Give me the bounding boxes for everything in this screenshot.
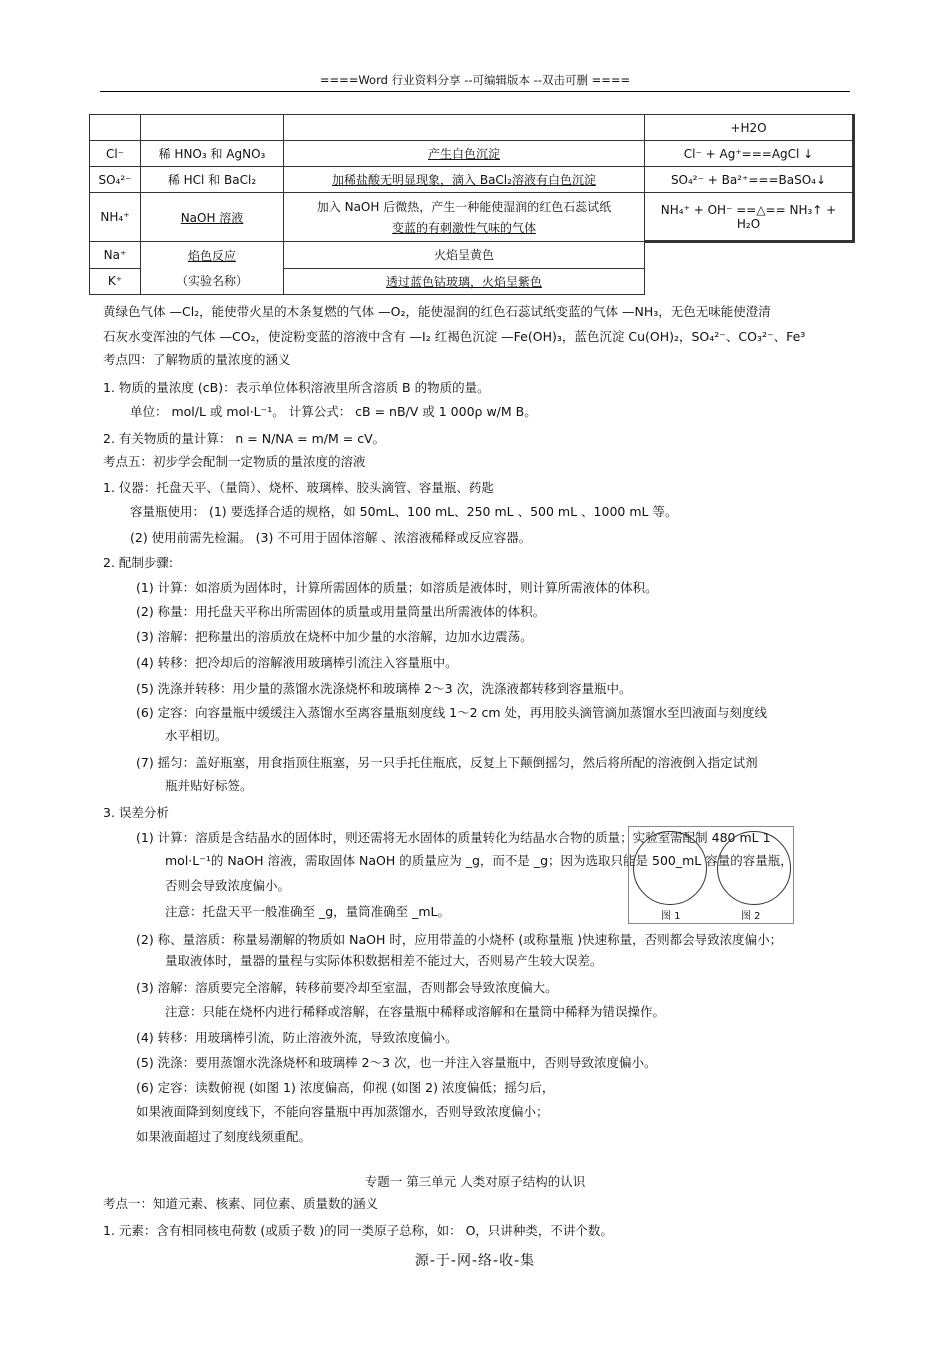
- section-heading: 考点五：初步学会配制一定物质的量浓度的溶液: [103, 454, 366, 469]
- text-line: (6) 定容：向容量瓶中缓缓注入蒸馏水至离容量瓶刻度线 1～2 cm 处，再用胶头滴管滴加蒸馏水至凹液面与刻度线: [136, 705, 768, 720]
- phenomenon-text: 加稀盐酸无明显现象，滴入 BaCl₂溶液有白色沉淀: [332, 173, 596, 187]
- text-line: (1) 计算：如溶质为固体时，计算所需固体的质量；如溶质是液体时，则计算所需液体的体积。: [136, 580, 658, 595]
- figure-label: 图 1: [661, 911, 681, 922]
- phenomenon-cell: [284, 141, 645, 167]
- text-line: 容量瓶使用： (1) 要选择合适的规格，如 50mL、100 mL、250 mL 、500 mL 、1000 mL 等。: [130, 504, 678, 519]
- table-cell: +H2O: [645, 115, 854, 141]
- phenomenon-text: 透过蓝色钴玻璃，火焰呈紫色: [385, 274, 542, 289]
- reagent-cell: 稀 HNO₃ 和 AgNO₃: [141, 141, 284, 167]
- ion-cell: Na⁺: [90, 242, 141, 269]
- text-line: mol·L⁻¹的 NaOH 溶液，需取固体 NaOH 的质量应为 _g，而不是 _g；因为选取只能是 500_mL 容量的容量瓶，: [165, 853, 793, 868]
- figure-circle: [717, 831, 791, 905]
- text-line: 1. 物质的量浓度 (cB)：表示单位体积溶液里所含溶质 B 的物质的量。: [103, 380, 490, 395]
- page-header: ====Word 行业资料分享 --可编辑版本 --双击可删 ====: [319, 73, 631, 87]
- reagent-cell: [141, 193, 284, 242]
- text-line: (3) 溶解：溶质要完全溶解，转移前要冷却至室温，否则都会导致浓度偏大。: [136, 980, 558, 995]
- phenomenon-cell: [284, 268, 645, 294]
- text-line: (2) 称、量溶质：称量易潮解的物质如 NaOH 时，应用带盖的小烧杯 (或称量瓶 )快速称量，否则都会导致浓度偏小；: [136, 932, 783, 947]
- ion-cell: Cl⁻: [90, 141, 141, 167]
- table-row: [90, 115, 854, 141]
- reagent-text: 焰色反应: [187, 248, 236, 263]
- phenomenon-cell: [284, 193, 645, 242]
- text-line: 2. 配制步骤:: [103, 555, 174, 570]
- table-row: [90, 193, 854, 242]
- equation-cell: Cl⁻ + Ag⁺===AgCl ↓: [645, 141, 854, 167]
- text-line: 注意：托盘天平一般准确至 _g，量筒准确至 _mL。: [165, 904, 451, 919]
- text-line: 单位： mol/L 或 mol·L⁻¹。 计算公式： cB = nB/V 或 1 000ρ w/M B。: [130, 404, 537, 419]
- table-row: [90, 268, 854, 294]
- ion-cell: K⁺: [90, 268, 141, 294]
- phenomenon-text: 加入 NaOH 后微热，产生一种能使湿润的红色石蕊试纸: [316, 200, 612, 214]
- section-heading: 考点一：知道元素、核素、同位素、质量数的涵义: [103, 1196, 379, 1211]
- text-line: 石灰水变浑浊的气体 —CO₂，使淀粉变蓝的溶液中含有 —I₂ 红褐色沉淀 —Fe(OH)₃，蓝色沉淀 Cu(OH)₂，SO₄²⁻、CO₃²⁻、Fe³: [103, 329, 806, 344]
- figure-label: 图 2: [741, 911, 761, 922]
- text-line: (4) 转移：用玻璃棒引流，防止溶液外流，导致浓度偏小。: [136, 1030, 458, 1045]
- text-line: (1) 计算：溶质是含结晶水的固体时，则还需将无水固体的质量转化为结晶水合物的质量；实验室需配制 480 mL 1: [136, 830, 771, 845]
- equation-cell: SO₄²⁻ + Ba²⁺===BaSO₄↓: [645, 167, 854, 193]
- text-line: 2. 有关物质的量计算： n = N/NA = m/M = cV。: [103, 431, 386, 446]
- phenomenon-cell: 火焰呈黄色: [284, 242, 645, 269]
- text-line: 如果液面超过了刻度线须重配。: [136, 1129, 312, 1144]
- text-line: (5) 洗涤并转移：用少量的蒸馏水洗涤烧杯和玻璃棒 2～3 次，洗涤液都转移到容量瓶中。: [136, 681, 632, 696]
- reagent-cell: （实验名称）: [141, 268, 284, 294]
- text-line: 3. 误差分析: [103, 805, 169, 820]
- section-heading: 考点四：了解物质的量浓度的涵义: [103, 352, 291, 367]
- text-line: 1. 仪器：托盘天平、（量筒）、烧杯、玻璃棒、胶头滴管、容量瓶、药匙: [103, 480, 494, 495]
- text-line: (2) 使用前需先检漏。 (3) 不可用于固体溶解 、浓溶液稀释或反应容器。: [130, 530, 532, 545]
- text-line: (3) 溶解：把称量出的溶质放在烧杯中加少量的水溶解，边加水边震荡。: [136, 629, 533, 644]
- text-line: 量取液体时，量器的量程与实际体积数据相差不能过大，否则易产生较大误差。: [165, 953, 603, 968]
- text-line: 如果液面降到刻度线下，不能向容量瓶中再加蒸馏水，否则导致浓度偏小；: [136, 1104, 549, 1119]
- ion-cell: SO₄²⁻: [90, 167, 141, 193]
- text-line: 否则会导致浓度偏小。: [165, 878, 291, 893]
- text-line: 瓶并贴好标签。: [165, 778, 253, 793]
- reagent-cell: 稀 HCl 和 BaCl₂: [141, 167, 284, 193]
- text-line: (7) 摇匀：盖好瓶塞，用食指顶住瓶塞，另一只手托住瓶底，反复上下颠倒摇匀，然后将所配的溶液倒入指定试剂: [136, 755, 758, 770]
- text-line: 注意：只能在烧杯内进行稀释或溶解，在容量瓶中稀释或溶解和在量筒中稀释为错误操作。: [165, 1004, 666, 1019]
- figure-circle: [633, 831, 707, 905]
- reagent-text: NaOH 溶液: [180, 210, 244, 225]
- ion-cell: NH₄⁺: [90, 193, 141, 242]
- section-title: 专题一 第三单元 人类对原子结构的认识: [364, 1174, 586, 1189]
- header-rule: [100, 91, 850, 92]
- phenomenon-text: 产生白色沉淀: [427, 147, 500, 161]
- phenomenon-text: 变蓝的有刺激性气味的气体: [391, 221, 536, 235]
- text-line: 1. 元素：含有相同核电荷数 (或质子数 )的同一类原子总称，如： O，只讲种类，不讲个数。: [103, 1223, 613, 1238]
- page-footer: 源-于-网-络-收-集: [414, 1253, 536, 1269]
- equation-cell: NH₄⁺ + OH⁻ ==△== NH₃↑ + H₂O: [645, 193, 854, 242]
- text-line: (6) 定容：读数俯视 (如图 1) 浓度偏高，仰视 (如图 2) 浓度偏低；摇匀后，: [136, 1080, 555, 1095]
- phenomenon-cell: [284, 167, 645, 193]
- meniscus-figure: [628, 826, 794, 924]
- text-line: 黄绿色气体 —Cl₂，能使带火星的木条复燃的气体 —O₂，能使湿润的红色石蕊试纸变蓝的气体 —NH₃，无色无味能使澄清: [103, 304, 771, 319]
- table-row: [90, 167, 854, 193]
- text-line: (2) 称量：用托盘天平称出所需固体的质量或用量筒量出所需液体的体积。: [136, 604, 546, 619]
- reagent-cell: [141, 242, 284, 269]
- text-line: (4) 转移：把冷却后的溶解液用玻璃棒引流注入容量瓶中。: [136, 655, 458, 670]
- text-line: 水平相切。: [165, 728, 228, 743]
- table-row: [90, 242, 854, 269]
- ion-test-table: [89, 114, 855, 295]
- text-line: (5) 洗涤：要用蒸馏水洗涤烧杯和玻璃棒 2～3 次，也一并注入容量瓶中，否则导致浓度偏小。: [136, 1055, 657, 1070]
- table-row: [90, 141, 854, 167]
